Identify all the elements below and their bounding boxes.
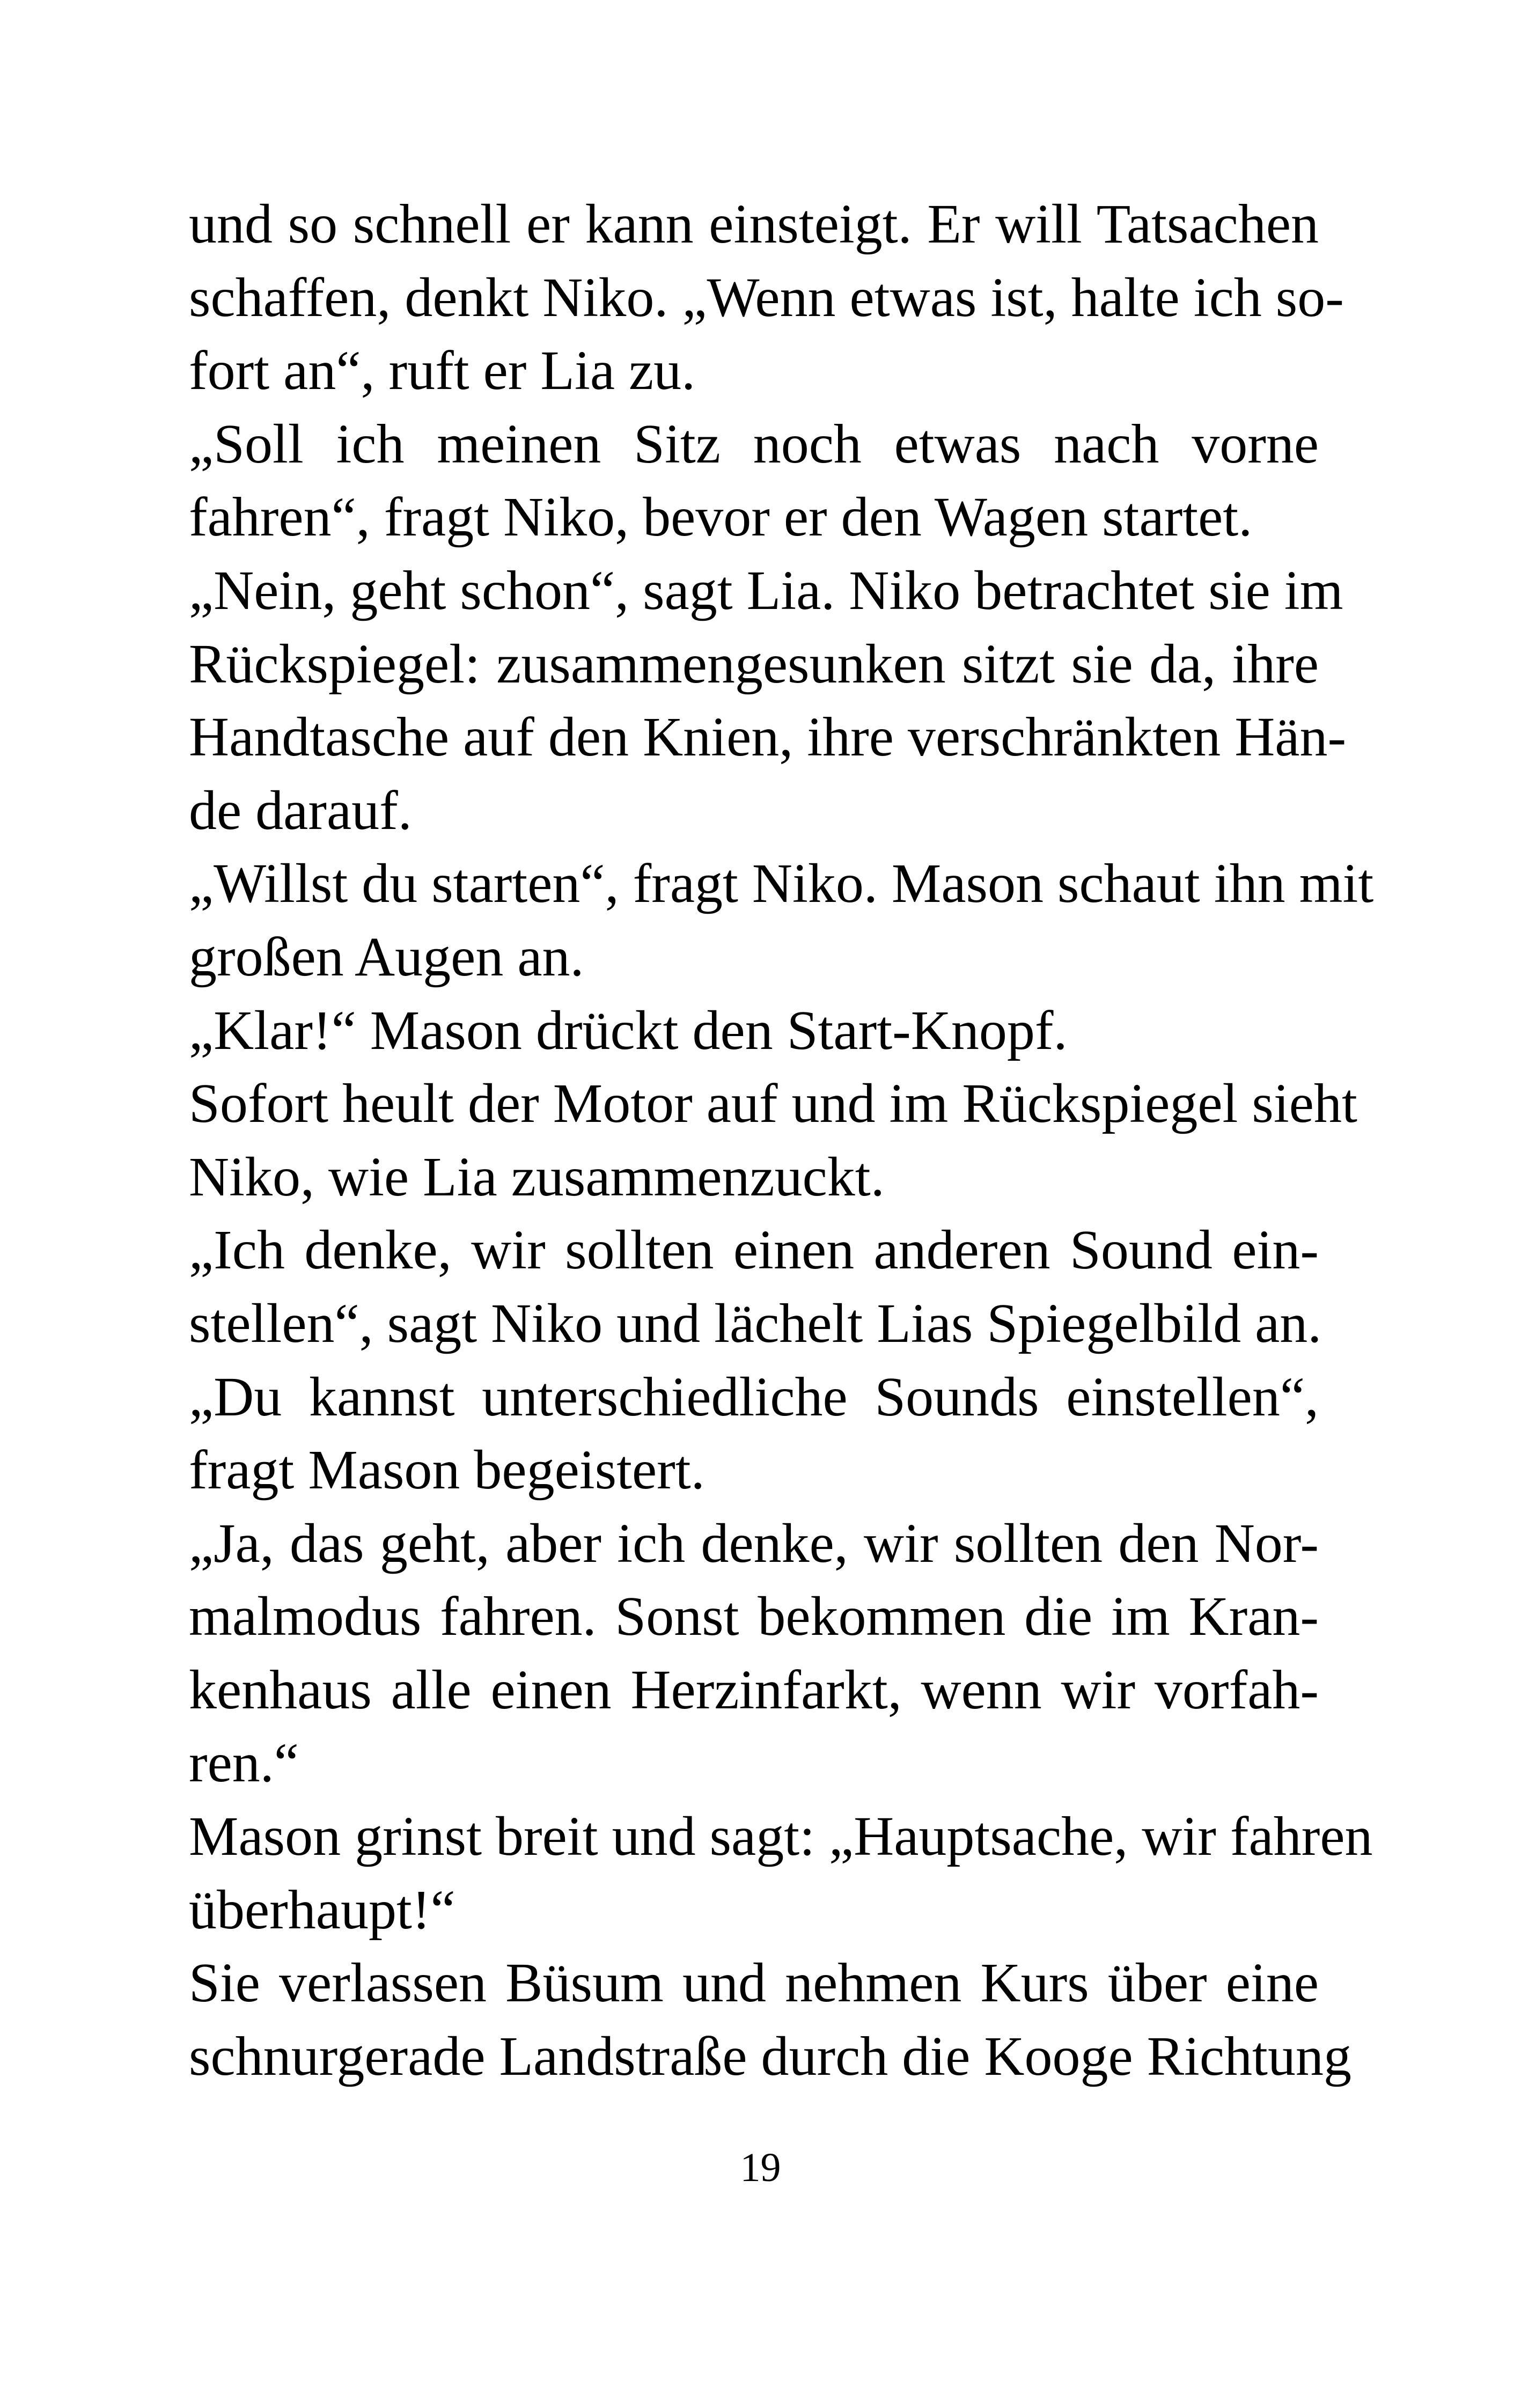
text-line: und so schnell er kann einsteigt. Er will Tatsachen [189, 193, 1319, 255]
text-line: schnurgerade Landstraße durch die Kooge Richtung [189, 2025, 1351, 2087]
text-line: Handtasche auf den Knien, ihre verschränkten Hän- [189, 706, 1347, 768]
text-line: malmodus fahren. Sonst bekommen die im Kran- [189, 1585, 1319, 1648]
text-line: stellen“, sagt Niko und lächelt Lias Spiegelbild an. [189, 1292, 1322, 1354]
text-line: Sofort heult der Motor auf und im Rückspiegel sieht [189, 1073, 1357, 1135]
page-number: 19 [740, 2145, 781, 2190]
body-text [189, 188, 1374, 2093]
text-line: Rückspiegel: zusammengesunken sitzt sie da, ihre [189, 633, 1319, 695]
text-line: Mason grinst breit und sagt: „Hauptsache, wir fahren [189, 1805, 1373, 1868]
text-line: fahren“, fragt Niko, bevor er den Wagen startet. [189, 486, 1253, 548]
text-line: de darauf. [189, 779, 412, 841]
text-line: großen Augen an. [189, 926, 584, 988]
text-line: Niko, wie Lia zusammenzuckt. [189, 1146, 885, 1208]
text-line: „Ich denke, wir sollten einen anderen Sound ein- [189, 1219, 1319, 1281]
text-line: „Klar!“ Mason drückt den Start-Knopf. [189, 999, 1068, 1061]
text-line: „Soll ich meinen Sitz noch etwas nach vorne [189, 413, 1319, 475]
text-line: ren.“ [189, 1732, 299, 1794]
text-line: „Du kannst unterschiedliche Sounds einstellen“, [189, 1365, 1319, 1428]
text-line: kenhaus alle einen Herzinfarkt, wenn wir vorfah- [189, 1658, 1319, 1721]
text-line: „Willst du starten“, fragt Niko. Mason schaut ihn mit [189, 853, 1374, 915]
text-line: schaffen, denkt Niko. „Wenn etwas ist, halte ich so- [189, 266, 1344, 328]
text-line: fort an“, ruft er Lia zu. [189, 340, 696, 402]
text-line: Sie verlassen Büsum und nehmen Kurs über eine [189, 1952, 1319, 2014]
text-line: „Ja, das geht, aber ich denke, wir sollten den Nor- [189, 1512, 1319, 1574]
text-line: überhaupt!“ [189, 1878, 455, 1941]
text-line: „Nein, geht schon“, sagt Lia. Niko betrachtet sie im [189, 559, 1343, 621]
text-line: fragt Mason begeistert. [189, 1439, 705, 1501]
